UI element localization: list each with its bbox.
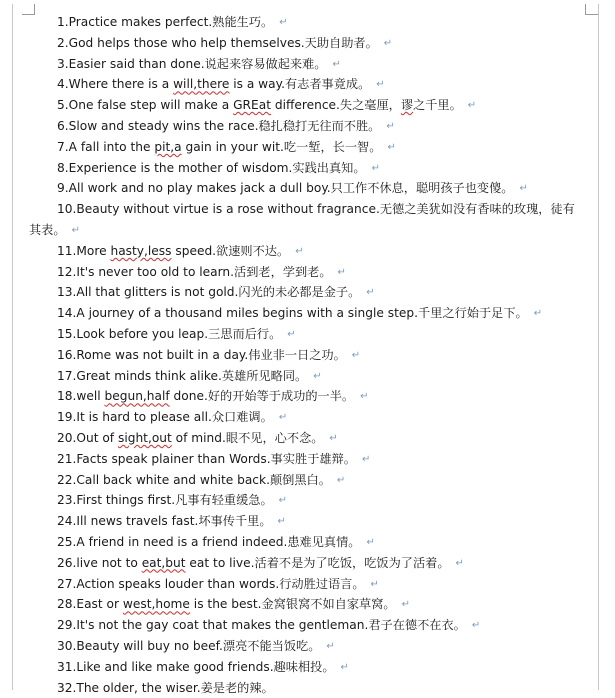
- proverb-line: [29, 636, 589, 657]
- paragraph-mark-icon: ↵: [295, 246, 303, 257]
- proverb-text: done.好的开始等于成功的一半。: [170, 389, 354, 403]
- paragraph-mark-icon: ↵: [332, 59, 340, 70]
- proverb-text: 其表。: [29, 223, 66, 237]
- proverb-text: is the best.金窝银窝不如自家草窝。: [190, 597, 396, 611]
- proverb-text: 30.Beauty will buy no beef.漂亮不能当饭吃。: [57, 639, 320, 653]
- proverb-text: 18.well: [57, 389, 105, 403]
- proverb-text: 28.East or: [57, 597, 123, 611]
- spellcheck-flagged-text: GREat: [233, 98, 271, 112]
- proverb-text: 21.Facts speak plainer than Words.事实胜于雄辩。: [57, 452, 356, 466]
- proverb-text: 32.The older, the wiser.姜是老的辣。: [57, 681, 274, 695]
- spellcheck-flagged-text: pit,a: [154, 140, 181, 154]
- paragraph-mark-icon: ↵: [338, 267, 346, 278]
- proverb-text: of mind.眼不见，心不念。: [172, 431, 324, 445]
- proverb-line: [29, 678, 589, 698]
- spellcheck-flagged-text: 谬: [401, 98, 413, 112]
- proverb-text: 16.Rome was not built in a day.伟业非一日之功。: [57, 348, 346, 362]
- paragraph-mark-icon: ↵: [279, 17, 287, 28]
- proverb-line: [29, 74, 589, 95]
- proverb-line: [29, 428, 589, 449]
- proverb-text: 27.Action speaks louder than words.行动胜过语言。: [57, 577, 365, 591]
- proverb-line: [29, 116, 589, 137]
- proverb-text: 19.It is hard to please all.众口难调。: [57, 410, 273, 424]
- paragraph-mark-icon: ↵: [72, 225, 80, 236]
- proverb-text: 29.It's not the gay coat that makes the gentleman.君子在德不在衣。: [57, 618, 466, 632]
- proverb-text: gain in your wit.吃一堑，长一智。: [182, 140, 382, 154]
- paragraph-mark-icon: ↵: [337, 475, 345, 486]
- proverb-text: 23.First things first.凡事有轻重缓急。: [57, 493, 273, 507]
- proverb-text: speed.欲速则不达。: [171, 244, 289, 258]
- proverb-line: [29, 490, 589, 511]
- proverb-text: 14.A journey of a thousand miles begins with a single step.千里之行始于足下。: [57, 306, 528, 320]
- paragraph-mark-icon: ↵: [468, 100, 476, 111]
- proverb-text: difference.失之毫厘，: [271, 98, 401, 112]
- proverb-line: [29, 241, 589, 262]
- proverb-line: [29, 615, 589, 636]
- proverb-text: eat to live.活着不是为了吃饭，吃饭为了活着。: [186, 556, 450, 570]
- proverb-text: 20.Out of: [57, 431, 118, 445]
- paragraph-mark-icon: ↵: [472, 620, 480, 631]
- paragraph-mark-icon: ↵: [329, 433, 337, 444]
- proverb-line: [29, 262, 589, 283]
- document-body[interactable]: [29, 12, 589, 698]
- paragraph-mark-icon: ↵: [279, 412, 287, 423]
- proverb-text: 5.One false step will make a: [57, 98, 233, 112]
- proverb-line: [29, 386, 589, 407]
- paragraph-mark-icon: ↵: [341, 662, 349, 673]
- spellcheck-flagged-text: will,there: [173, 77, 229, 91]
- proverb-text: 25.A friend in need is a friend indeed.患难见真情。: [57, 535, 360, 549]
- proverb-text: 15.Look before you leap.三思而后行。: [57, 327, 281, 341]
- proverb-line: [29, 574, 589, 595]
- paragraph-mark-icon: ↵: [278, 516, 286, 527]
- paragraph-mark-icon: ↵: [313, 371, 321, 382]
- paragraph-mark-icon: ↵: [456, 558, 464, 569]
- paragraph-mark-icon: ↵: [366, 537, 374, 548]
- proverb-line: [29, 158, 589, 179]
- proverb-line: [29, 137, 589, 158]
- proverb-text: 26.live not to: [57, 556, 142, 570]
- proverb-line: [29, 282, 589, 303]
- proverb-line: [29, 407, 589, 428]
- proverb-text: 17.Great minds think alike.英雄所见略同。: [57, 369, 307, 383]
- proverb-text: 2.God helps those who help themselves.天助自助者。: [57, 36, 378, 50]
- paragraph-mark-icon: ↵: [402, 599, 410, 610]
- paragraph-mark-icon: ↵: [279, 495, 287, 506]
- proverb-text: 3.Easier said than done.说起来容易做起来难。: [57, 57, 326, 71]
- proverb-line: [29, 449, 589, 470]
- paragraph-mark-icon: ↵: [366, 287, 374, 298]
- paragraph-mark-icon: ↵: [534, 308, 542, 319]
- proverb-text: 7.A fall into the: [57, 140, 154, 154]
- proverb-text: 之千里。: [413, 98, 462, 112]
- proverb-text: 24.Ill news travels fast.坏事传千里。: [57, 514, 272, 528]
- proverb-line: [29, 345, 589, 366]
- proverb-line: [29, 178, 589, 199]
- paragraph-mark-icon: ↵: [362, 454, 370, 465]
- paragraph-mark-icon: ↵: [326, 641, 334, 652]
- proverb-line: [29, 95, 589, 116]
- proverb-text: is a way.有志者事竟成。: [229, 77, 370, 91]
- proverb-text: 22.Call back white and white back.颠倒黑白。: [57, 473, 331, 487]
- proverb-line: [29, 366, 589, 387]
- proverb-text: 8.Experience is the mother of wisdom.实践出真知。: [57, 161, 366, 175]
- spellcheck-flagged-text: hasty,less: [110, 244, 171, 258]
- proverb-line: [29, 324, 589, 345]
- proverb-line: [29, 470, 589, 491]
- proverb-line: [29, 199, 589, 220]
- proverb-text: 31.Like and like make good friends.趣味相投。: [57, 660, 335, 674]
- proverb-line: [29, 33, 589, 54]
- proverb-line: [29, 553, 589, 574]
- paragraph-mark-icon: ↵: [371, 579, 379, 590]
- proverb-line: [29, 220, 589, 241]
- spellcheck-flagged-text: begun,half: [105, 389, 170, 403]
- paragraph-mark-icon: ↵: [384, 38, 392, 49]
- paragraph-mark-icon: ↵: [376, 79, 384, 90]
- proverb-text: 13.All that glitters is not gold.闪光的未必都是金子。: [57, 285, 360, 299]
- paragraph-mark-icon: ↵: [287, 329, 295, 340]
- spellcheck-flagged-text: eat,but: [142, 556, 186, 570]
- proverb-line: [29, 303, 589, 324]
- proverb-text: 11.More: [57, 244, 110, 258]
- spellcheck-flagged-text: west,home: [123, 597, 190, 611]
- spellcheck-flagged-text: sight,out: [118, 431, 172, 445]
- paragraph-mark-icon: ↵: [352, 350, 360, 361]
- paragraph-mark-icon: ↵: [360, 391, 368, 402]
- proverb-line: [29, 511, 589, 532]
- proverb-text: 10.Beauty without virtue is a rose without fragrance.无德之美犹如没有香味的玫瑰，徒有: [57, 202, 575, 216]
- paragraph-mark-icon: ↵: [386, 121, 394, 132]
- proverb-line: [29, 532, 589, 553]
- proverb-text: 1.Practice makes perfect.熟能生巧。: [57, 15, 273, 29]
- paragraph-mark-icon: ↵: [387, 142, 395, 153]
- proverb-text: 4.Where there is a: [57, 77, 173, 91]
- proverb-line: [29, 54, 589, 75]
- paragraph-mark-icon: ↵: [520, 183, 528, 194]
- proverb-line: [29, 657, 589, 678]
- proverb-text: 12.It's never too old to learn.活到老，学到老。: [57, 265, 332, 279]
- proverb-text: 9.All work and no play makes jack a dull boy.只工作不休息，聪明孩子也变傻。: [57, 181, 514, 195]
- paragraph-mark-icon: ↵: [372, 163, 380, 174]
- proverb-text: 6.Slow and steady wins the race.稳扎稳打无往而不胜。: [57, 119, 380, 133]
- proverb-line: [29, 594, 589, 615]
- proverb-line: [29, 12, 589, 33]
